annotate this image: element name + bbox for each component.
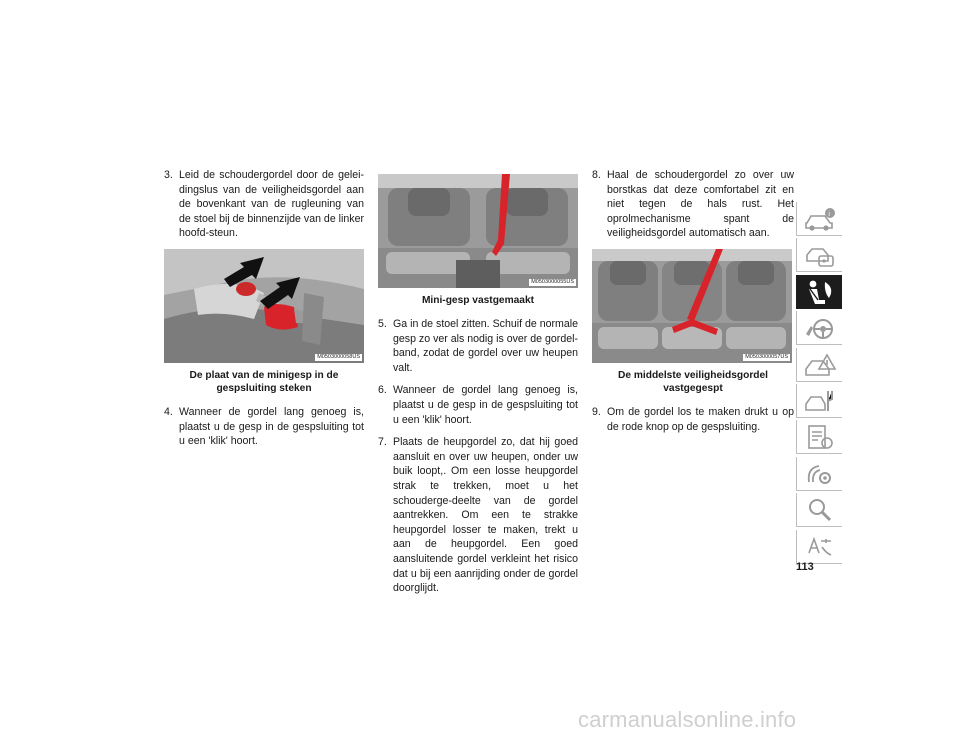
tab-dashboard-warning[interactable] bbox=[796, 348, 842, 382]
maintenance-checklist-icon bbox=[803, 423, 837, 451]
step-number: 4. bbox=[164, 405, 173, 418]
step-number: 7. bbox=[378, 436, 387, 449]
step-8 bbox=[592, 168, 794, 241]
rear-seat-illustration bbox=[378, 174, 578, 288]
step-number: 3. bbox=[164, 169, 173, 181]
figure-code: M0503000058US bbox=[317, 353, 360, 360]
media-settings-icon bbox=[803, 460, 837, 488]
step-text: Om de gordel los te maken drukt u op de rode knop op de gespsluiting. bbox=[607, 405, 794, 433]
figure-minigesp-fastened bbox=[378, 174, 578, 288]
step-number: 6. bbox=[378, 384, 387, 397]
step-number: 9. bbox=[592, 405, 601, 418]
step-text: Plaats de heupgordel zo, dat hij goed aansluit en over uw heupen, onder uw buik loopt,. Om een losse heupgordel strak te trekken, moet u het schouderge-deelte van de gordel aantrekken. Om een te strakke heupgordel losser te maken, trekt u aan de heupgordel. Een goed aansluitende gordel verkleint het risico dat u bij een aanrijding onder de gordel doorglijdt. bbox=[393, 436, 578, 595]
figure-center-belt-fastened bbox=[592, 249, 792, 363]
step-text: Ga in de stoel zitten. Schuif de normale gesp zo ver als nodig is over de gordel-band, zodat de gordel over uw heupen valt. bbox=[393, 318, 578, 374]
middle-column bbox=[378, 174, 578, 604]
tab-maintenance[interactable] bbox=[796, 420, 842, 454]
tab-search[interactable] bbox=[796, 493, 842, 527]
step-text: Wanneer de gordel lang genoeg is, plaatst u de gesp in de gespsluiting tot u een 'klik' hoort. bbox=[393, 384, 578, 426]
tab-car-keys[interactable] bbox=[796, 238, 842, 272]
figure-caption bbox=[164, 369, 364, 395]
figure-caption: Mini-gesp vastgemaakt bbox=[421, 295, 535, 306]
step-number: 8. bbox=[592, 169, 601, 181]
dashboard-warning-icon bbox=[803, 351, 837, 379]
tab-media[interactable] bbox=[796, 457, 842, 491]
magnifier-icon bbox=[803, 496, 837, 524]
step-4 bbox=[164, 405, 364, 449]
chapter-tabs bbox=[796, 202, 842, 566]
step-text: Leid de schoudergordel door de gelei-dingslus van de veiligheidsgordel aan de bovenkant van de rugleuning van de stoel bij de binnenzijde van de linker hoofd-steun. bbox=[179, 169, 364, 240]
watermark: carmanualsonline.info bbox=[578, 707, 797, 732]
language-index-icon bbox=[803, 533, 837, 561]
step-number: 5. bbox=[378, 318, 387, 330]
steering-wheel-icon bbox=[803, 314, 837, 342]
caption-line: gespsluiting steken bbox=[216, 382, 312, 394]
left-column bbox=[164, 168, 364, 457]
caption-line: De plaat van de minigesp in de bbox=[189, 369, 339, 381]
figure-code: M0503000055US bbox=[531, 279, 574, 285]
center-belt-illustration bbox=[592, 249, 792, 363]
figure-code: M0503000057US bbox=[745, 353, 788, 360]
tab-car-service[interactable] bbox=[796, 384, 842, 418]
svg-text:i: i bbox=[828, 211, 830, 218]
tab-steering[interactable] bbox=[796, 311, 842, 345]
car-keys-icon bbox=[803, 241, 837, 269]
step-text: Haal de schoudergordel zo over uw borstkas dat deze comfortabel zit en niet tegen de hals rust. Het oprolmechanisme spant de veiligheidsgordel automatisch aan. bbox=[607, 169, 794, 240]
tab-language-index[interactable] bbox=[796, 530, 842, 564]
step-5 bbox=[378, 317, 578, 375]
tab-car-info[interactable] bbox=[796, 202, 842, 236]
buckle-insert-illustration bbox=[164, 249, 364, 363]
step-6 bbox=[378, 383, 578, 427]
step-3 bbox=[164, 168, 364, 241]
step-text: Wanneer de gordel lang genoeg is, plaatst u de gesp in de gespsluiting tot u een 'klik' hoort. bbox=[179, 405, 364, 448]
page-number: 113 bbox=[796, 561, 814, 573]
figure-caption: De middelste veiligheidsgordel vastgegespt bbox=[617, 369, 769, 394]
figure-minigesp-insert bbox=[164, 249, 364, 363]
car-service-icon bbox=[803, 387, 837, 415]
seatbelt-airbag-icon bbox=[803, 278, 837, 306]
car-info-icon bbox=[803, 205, 837, 233]
right-column bbox=[592, 168, 794, 442]
step-7 bbox=[378, 435, 578, 596]
step-9 bbox=[592, 405, 794, 434]
tab-seatbelt-airbag[interactable] bbox=[796, 275, 842, 309]
